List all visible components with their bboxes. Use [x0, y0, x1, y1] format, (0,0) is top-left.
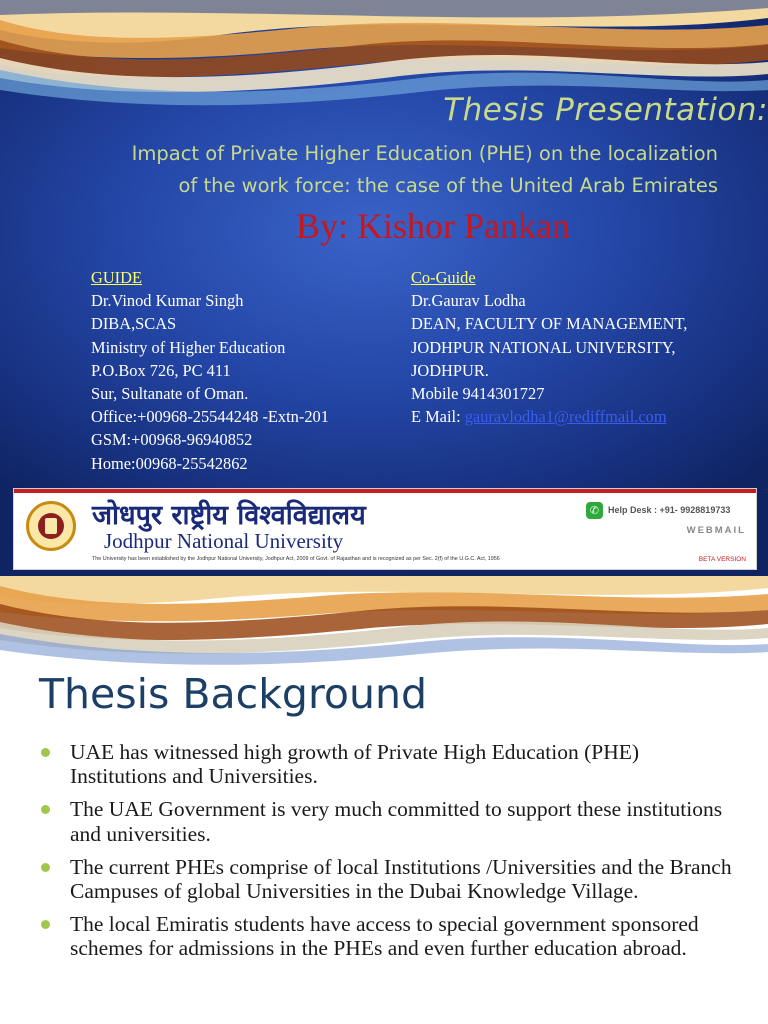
helpdesk-number: Help Desk : +91- 9928819733 [608, 505, 731, 515]
coguide-line: DEAN, FACULTY OF MANAGEMENT, [411, 314, 688, 334]
slide-thesis-background [0, 576, 768, 1024]
coguide-line: Mobile 9414301727 [411, 384, 545, 404]
author-name: By: Kishor Pankan [296, 206, 570, 246]
bullet-list [40, 740, 740, 970]
slide-title-text: Thesis Presentation: [443, 92, 768, 128]
decorative-waves-top [0, 576, 768, 668]
university-logo-icon [26, 501, 76, 551]
guide-line: Office:+00968-25544248 -Extn-201 [91, 407, 329, 427]
phone-icon: ✆ [586, 502, 603, 519]
list-item-text: UAE has witnessed high growth of Private High Education (PHE) Institutions and Universities. [70, 740, 640, 789]
coguide-contact [411, 266, 687, 428]
coguide-line: JODHPUR NATIONAL UNIVERSITY, [411, 337, 676, 357]
guide-heading: GUIDE [91, 268, 142, 287]
guide-line: GSM:+00968-96940852 [91, 430, 253, 450]
slide-heading: Thesis Background [39, 670, 427, 718]
coguide-heading: Co-Guide [411, 268, 476, 287]
subtitle-line-2: of the work force: the case of the United Arab Emirates [178, 174, 718, 197]
university-banner [13, 488, 757, 570]
email-link[interactable]: gauravlodha1@rediffmail.com [464, 407, 667, 427]
beta-version-label: BETA VERSION [698, 556, 746, 563]
list-item-text: The UAE Government is very much committed to support these institutions and universities. [70, 797, 723, 846]
bullet-icon [41, 748, 50, 757]
webmail-link[interactable]: WEBMAIL [686, 525, 746, 536]
guide-line: Sur, Sultanate of Oman. [91, 384, 249, 404]
slide-subtitle [58, 138, 718, 202]
bullet-icon [41, 805, 50, 814]
banner-strip [14, 489, 756, 493]
guide-line: DIBA,SCAS [91, 314, 177, 334]
email-label: E Mail: [411, 407, 465, 427]
subtitle-line-1: Impact of Private Higher Education (PHE) on the localization [131, 142, 718, 165]
bullet-icon [41, 920, 50, 929]
university-name-english: Jodhpur National University [104, 529, 344, 553]
list-item [40, 797, 740, 845]
list-item-text: The current PHEs comprise of local Institutions /Universities and the Branch Campuses of global Universities in the Dubai Knowledge Village. [70, 854, 732, 904]
guide-line: Dr.Vinod Kumar Singh [91, 291, 244, 311]
university-note: The University has been established by the Jodhpur National University, Jodhpur Act, 2009 of Govt. of Rajasthan and is recognized as per Sec. 2(f) of the U.G.C. Act, 1956 [92, 556, 500, 562]
coguide-line: Dr.Gaurav Lodha [411, 291, 526, 311]
guide-contact [91, 266, 329, 475]
guide-line: P.O.Box 726, PC 411 [91, 360, 231, 380]
university-name-hindi: जोधपुर राष्ट्रीय विश्वविद्यालय [92, 500, 366, 531]
list-item-text: The local Emiratis students have access to special government sponsored schemes for admissions in the PHEs and even further education abroad. [70, 912, 699, 961]
guide-line: Home:00968-25542862 [91, 453, 248, 473]
coguide-line: JODHPUR. [411, 360, 489, 380]
bullet-icon [41, 863, 50, 872]
coguide-email-row [411, 405, 687, 428]
guide-line: Ministry of Higher Education [91, 337, 286, 357]
list-item [40, 912, 740, 960]
list-item [40, 855, 740, 903]
list-item [40, 740, 740, 788]
